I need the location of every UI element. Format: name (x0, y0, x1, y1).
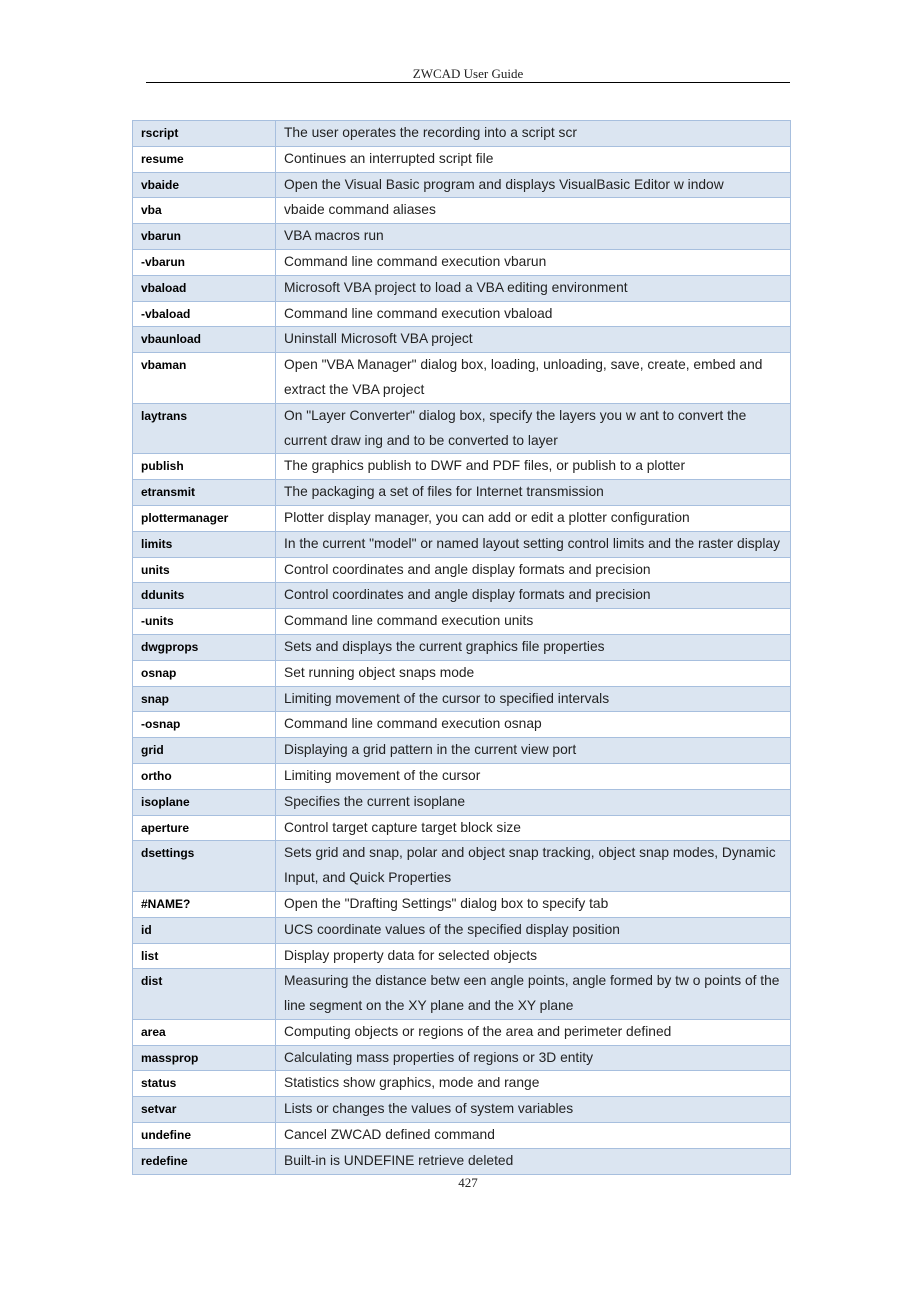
table-row (133, 712, 791, 738)
table-row (133, 1045, 791, 1071)
command-description-cell: Open the Visual Basic program and displays VisualBasic Editor w indow (276, 172, 791, 198)
command-description-cell: Lists or changes the values of system variables (276, 1097, 791, 1123)
table-row (133, 686, 791, 712)
command-description-cell: In the current "model" or named layout setting control limits and the raster display (276, 531, 791, 557)
command-description-cell: Plotter display manager, you can add or edit a plotter configuration (276, 505, 791, 531)
table-row (133, 841, 791, 892)
table-row (133, 634, 791, 660)
command-name-cell: dsettings (133, 841, 276, 892)
table-row (133, 557, 791, 583)
table-row (133, 943, 791, 969)
command-name-cell: status (133, 1071, 276, 1097)
command-name-cell: list (133, 943, 276, 969)
table-row (133, 738, 791, 764)
table-row (133, 353, 791, 404)
command-description-cell: Cancel ZWCAD defined command (276, 1123, 791, 1149)
command-description-cell: Sets and displays the current graphics file properties (276, 634, 791, 660)
command-description-cell: Limiting movement of the cursor to specified intervals (276, 686, 791, 712)
command-description-cell: Command line command execution osnap (276, 712, 791, 738)
command-name-cell: snap (133, 686, 276, 712)
command-description-cell: Command line command execution vbarun (276, 249, 791, 275)
command-name-cell: -vbaload (133, 301, 276, 327)
command-name-cell: vba (133, 198, 276, 224)
command-name-cell: area (133, 1019, 276, 1045)
command-name-cell: plottermanager (133, 505, 276, 531)
command-name-cell: vbarun (133, 224, 276, 250)
table-row (133, 789, 791, 815)
command-description-cell: Microsoft VBA project to load a VBA editing environment (276, 275, 791, 301)
command-description-cell: The packaging a set of files for Internet transmission (276, 480, 791, 506)
command-description-cell: Control coordinates and angle display formats and precision (276, 583, 791, 609)
command-name-cell: limits (133, 531, 276, 557)
table-row (133, 917, 791, 943)
command-name-cell: ortho (133, 763, 276, 789)
command-description-cell: Computing objects or regions of the area and perimeter defined (276, 1019, 791, 1045)
command-description-cell: Command line command execution vbaload (276, 301, 791, 327)
command-name-cell: units (133, 557, 276, 583)
table-row (133, 198, 791, 224)
command-description-cell: Limiting movement of the cursor (276, 763, 791, 789)
command-name-cell: #NAME? (133, 891, 276, 917)
command-name-cell: ddunits (133, 583, 276, 609)
command-description-cell: VBA macros run (276, 224, 791, 250)
command-name-cell: vbaunload (133, 327, 276, 353)
table-row (133, 583, 791, 609)
command-name-cell: redefine (133, 1148, 276, 1174)
command-name-cell: grid (133, 738, 276, 764)
table-row (133, 172, 791, 198)
command-description-cell: Open "VBA Manager" dialog box, loading, unloading, save, create, embed and extract the VBA project (276, 353, 791, 404)
command-description-cell: Displaying a grid pattern in the current view port (276, 738, 791, 764)
table-row (133, 1123, 791, 1149)
table-row (133, 1071, 791, 1097)
header-rule (146, 82, 790, 83)
command-description-cell: On "Layer Converter" dialog box, specify the layers you w ant to convert the current draw ing and to be converted to layer (276, 403, 791, 454)
command-description-cell: Uninstall Microsoft VBA project (276, 327, 791, 353)
table-row (133, 891, 791, 917)
table-row (133, 146, 791, 172)
table-row (133, 815, 791, 841)
command-name-cell: vbaload (133, 275, 276, 301)
command-description-cell: Calculating mass properties of regions or 3D entity (276, 1045, 791, 1071)
table-row (133, 403, 791, 454)
command-name-cell: undefine (133, 1123, 276, 1149)
command-name-cell: vbaide (133, 172, 276, 198)
table-row (133, 301, 791, 327)
command-name-cell: id (133, 917, 276, 943)
command-description-cell: Sets grid and snap, polar and object snap tracking, object snap modes, Dynamic Input, and Quick Properties (276, 841, 791, 892)
command-description-cell: Control coordinates and angle display formats and precision (276, 557, 791, 583)
page-number: 427 (458, 1175, 478, 1190)
table-row (133, 480, 791, 506)
command-description-cell: Continues an interrupted script file (276, 146, 791, 172)
table-row (133, 1148, 791, 1174)
table-row (133, 454, 791, 480)
command-name-cell: -osnap (133, 712, 276, 738)
command-name-cell: resume (133, 146, 276, 172)
command-description-cell: Specifies the current isoplane (276, 789, 791, 815)
command-name-cell: laytrans (133, 403, 276, 454)
command-description-cell: Set running object snaps mode (276, 660, 791, 686)
table-row (133, 275, 791, 301)
command-name-cell: aperture (133, 815, 276, 841)
command-name-cell: -units (133, 609, 276, 635)
table-row (133, 327, 791, 353)
command-description-cell: Command line command execution units (276, 609, 791, 635)
table-row (133, 224, 791, 250)
table-row (133, 660, 791, 686)
command-description-cell: Control target capture target block size (276, 815, 791, 841)
table-row (133, 1097, 791, 1123)
command-name-cell: setvar (133, 1097, 276, 1123)
table-row (133, 969, 791, 1020)
command-name-cell: -vbarun (133, 249, 276, 275)
command-name-cell: rscript (133, 121, 276, 147)
command-description-cell: The graphics publish to DWF and PDF files, or publish to a plotter (276, 454, 791, 480)
table-row (133, 1019, 791, 1045)
table-row (133, 505, 791, 531)
command-description-cell: UCS coordinate values of the specified display position (276, 917, 791, 943)
command-table-body (133, 121, 791, 1175)
command-description-cell: The user operates the recording into a script scr (276, 121, 791, 147)
command-name-cell: dwgprops (133, 634, 276, 660)
command-description-cell: Built-in is UNDEFINE retrieve deleted (276, 1148, 791, 1174)
command-name-cell: osnap (133, 660, 276, 686)
command-name-cell: massprop (133, 1045, 276, 1071)
command-name-cell: dist (133, 969, 276, 1020)
command-table (132, 120, 791, 1175)
command-name-cell: isoplane (133, 789, 276, 815)
command-description-cell: Measuring the distance betw een angle points, angle formed by tw o points of the line segment on the XY plane and the XY plane (276, 969, 791, 1020)
table-row (133, 609, 791, 635)
table-row (133, 121, 791, 147)
command-description-cell: Display property data for selected objects (276, 943, 791, 969)
command-name-cell: etransmit (133, 480, 276, 506)
page-header: ZWCAD User Guide (412, 66, 524, 81)
table-row (133, 763, 791, 789)
command-description-cell: Statistics show graphics, mode and range (276, 1071, 791, 1097)
table-row (133, 531, 791, 557)
command-name-cell: vbaman (133, 353, 276, 404)
command-description-cell: vbaide command aliases (276, 198, 791, 224)
command-name-cell: publish (133, 454, 276, 480)
command-description-cell: Open the "Drafting Settings" dialog box to specify tab (276, 891, 791, 917)
table-row (133, 249, 791, 275)
